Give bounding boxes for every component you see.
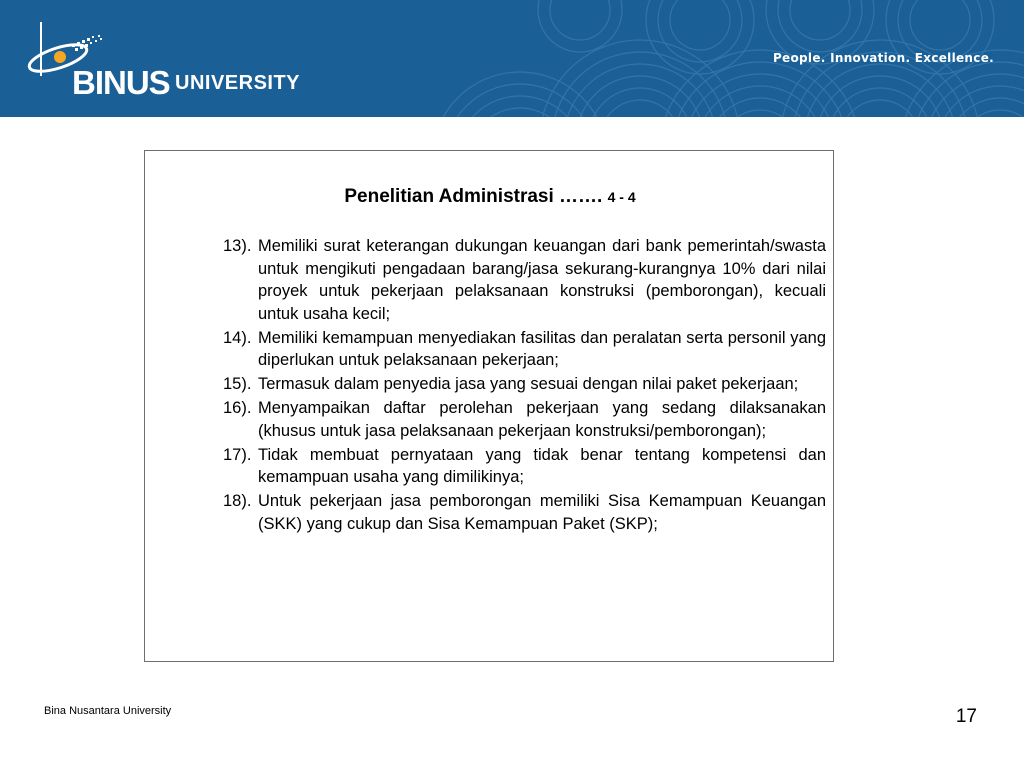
item-text: Termasuk dalam penyedia jasa yang sesuai dengan nilai paket pekerjaan; bbox=[258, 375, 799, 394]
list-item bbox=[223, 490, 826, 535]
item-text: Menyampaikan daftar perolehan pekerjaan yang sedang dilaksanakan (khusus untuk jasa pelaksanaan pekerjaan konstruksi/pemborongan); bbox=[258, 399, 826, 440]
list-item bbox=[223, 444, 826, 489]
item-number: 16). bbox=[223, 399, 252, 418]
header-banner bbox=[0, 0, 1024, 117]
list-item bbox=[223, 397, 826, 442]
footer-university-name: Bina Nusantara University bbox=[44, 705, 172, 717]
content-box bbox=[144, 150, 834, 662]
slide-title-sub: 4 - 4 bbox=[607, 189, 636, 205]
item-number: 17). bbox=[223, 445, 252, 464]
requirements-list bbox=[223, 235, 826, 537]
list-item bbox=[223, 373, 826, 396]
item-number: 14). bbox=[223, 328, 252, 347]
item-number: 18). bbox=[223, 492, 252, 511]
item-number: 15). bbox=[223, 375, 252, 394]
item-number: 13). bbox=[223, 237, 252, 255]
slide-title-main: Penelitian Administrasi ……. bbox=[344, 186, 603, 207]
logo-binus-text: BINUS bbox=[72, 64, 170, 101]
item-text: Memiliki surat keterangan dukungan keuangan dari bank pemerintah/swasta untuk mengikuti pengadaan barang/jasa sekurang-kurangnya 10% dari nilai proyek untuk pekerjaan pelaksanaan konstruksi (pemborongan), kecuali untuk usaha kecil; bbox=[258, 237, 826, 323]
tagline: People. Innovation. Excellence. bbox=[772, 51, 994, 65]
list-item bbox=[223, 235, 826, 325]
item-text: Tidak membuat pernyataan yang tidak benar tentang kompetensi dan kemampuan usaha yang dimilikinya; bbox=[258, 445, 826, 487]
binus-logo bbox=[20, 18, 310, 103]
item-text: Untuk pekerjaan jasa pemborongan memiliki Sisa Kemampuan Keuangan (SKK) yang cukup dan Sisa Kemampuan Paket (SKP); bbox=[258, 492, 826, 533]
slide-title bbox=[145, 186, 835, 208]
list-item bbox=[223, 327, 826, 372]
item-text: Memiliki kemampuan menyediakan fasilitas dan peralatan serta personil yang diperlukan untuk pelaksanaan pekerjaan; bbox=[258, 328, 826, 370]
page-number: 17 bbox=[955, 706, 977, 727]
logo-university-text: UNIVERSITY bbox=[175, 72, 301, 94]
